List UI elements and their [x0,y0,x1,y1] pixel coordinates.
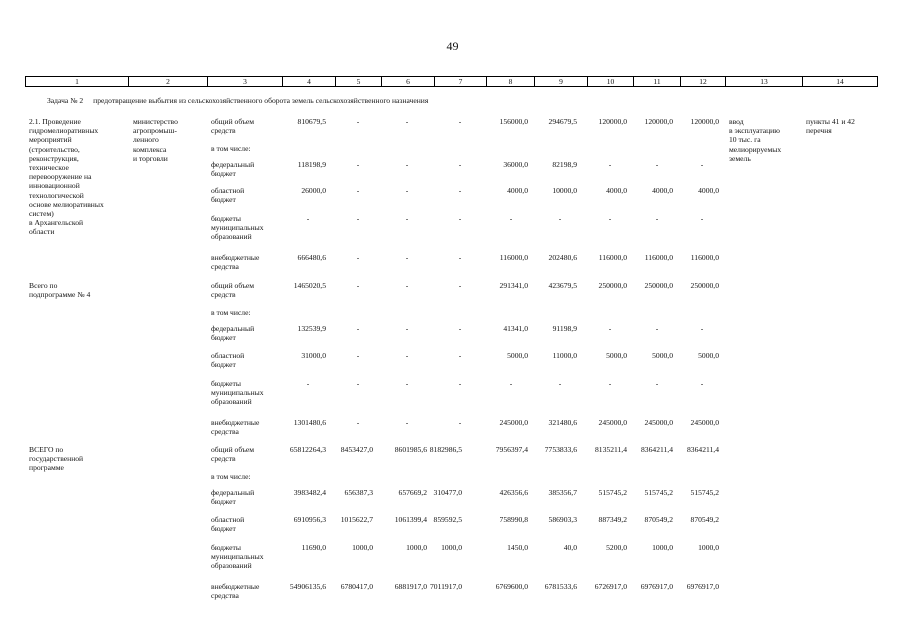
funding-source: в том числе: [211,472,251,481]
value-cell: 515745,2 [690,488,719,497]
column-number-cell: 1 [26,77,129,87]
executor: комплекса [133,144,167,154]
value-cell: 120000,0 [644,117,673,126]
section-name: реконструкция, [29,153,79,163]
value-cell: - [608,324,612,333]
value-cell: 156000,0 [499,117,528,126]
value-cell: - [405,214,409,223]
value-cell: - [458,351,462,360]
value-cell: - [458,281,462,290]
funding-source: бюджеты [211,543,241,552]
value-cell: 36000,0 [503,160,528,169]
funding-source: общий объем [211,117,255,126]
value-cell: 245000,0 [690,418,719,427]
funding-source: средств [211,290,236,300]
value-cell: - [356,214,360,223]
value-cell: 26000,0 [301,186,326,195]
funding-source: бюджет [211,524,236,534]
value-cell: 291341,0 [499,281,528,290]
value-cell: 116000,0 [598,253,627,262]
page-number: 49 [446,39,459,53]
value-cell: 65812264,3 [289,445,326,454]
value-cell: 8453427,0 [340,445,373,454]
value-cell: 870549,2 [644,515,673,524]
value-cell: 1000,0 [352,543,373,552]
value-cell: - [405,379,409,388]
funding-source: муниципальных [211,223,264,233]
value-cell: 6726917,0 [594,582,627,591]
value-cell: - [356,253,360,262]
value-cell: 5200,0 [606,543,627,552]
section-name: технологической [29,190,84,200]
value-cell: 7753833,6 [544,445,577,454]
value-cell: - [356,351,360,360]
section-name: основе мелиоративных [29,199,104,209]
value-cell: - [700,379,704,388]
value-cell: 3983482,4 [293,488,326,497]
value-cell: - [306,214,310,223]
value-cell: 1000,0 [406,543,427,552]
funding-source: областной [211,515,245,524]
funding-source: образований [211,397,252,407]
value-cell: - [458,379,462,388]
funding-source: общий объем [211,445,255,454]
funding-source: внебюджетные [211,582,260,591]
column-number-cell: 13 [726,77,803,87]
value-cell: 5000,0 [507,351,528,360]
section-name: подпрограмме № 4 [29,290,91,300]
value-cell: 8364211,4 [641,445,673,454]
funding-source: средства [211,427,239,437]
reference: перечня [806,126,832,136]
value-cell: - [655,379,659,388]
value-cell: - [356,418,360,427]
indicator: мелиорируемых [729,144,782,154]
value-cell: 250000,0 [598,281,627,290]
value-cell: 4000,0 [698,186,719,195]
task-label: Задача № 2 [47,96,84,105]
executor: агропромыш- [133,126,177,136]
funding-source: бюджет [211,333,236,343]
value-cell: - [458,253,462,262]
column-number-cell: 6 [382,77,435,87]
funding-source: средства [211,262,239,272]
value-cell: - [458,214,462,223]
value-cell: 758990,8 [499,515,528,524]
value-cell: 1000,0 [652,543,673,552]
value-cell: 1000,0 [698,543,719,552]
value-cell: 1061399,4 [394,515,427,524]
value-cell: 887349,2 [598,515,627,524]
indicator: в эксплуатацию [729,126,780,136]
value-cell: 586903,3 [548,515,577,524]
value-cell: - [458,324,462,333]
funding-source: в том числе: [211,308,251,317]
funding-source: бюджет [211,497,236,507]
value-cell: - [700,214,704,223]
value-cell: 657669,2 [398,488,427,497]
value-cell: 120000,0 [690,117,719,126]
value-cell: 10000,0 [552,186,577,195]
value-cell: - [405,324,409,333]
funding-source: общий объем [211,281,255,290]
indicator: земель [729,153,751,163]
indicator: 10 тыс. га [729,135,761,145]
value-cell: 245000,0 [598,418,627,427]
column-number-cell: 9 [535,77,588,87]
value-cell: 116000,0 [644,253,673,262]
section-name: в Архангельской [29,218,84,228]
value-cell: 5000,0 [606,351,627,360]
value-cell: 8601985,6 [394,445,427,454]
value-cell: 40,0 [563,543,577,552]
executor: министерство [133,117,178,126]
funding-source: средства [211,591,239,601]
section-name: (строительство, [29,144,80,154]
column-number-cell: 4 [283,77,336,87]
value-cell: 5000,0 [698,351,719,360]
value-cell: 810679,5 [297,117,326,126]
task-text: предотвращение выбытия из сельскохозяйственного оборота земель сельскохозяйственного назначения [93,96,429,105]
value-cell: 321480,6 [548,418,577,427]
value-cell: - [405,418,409,427]
section-name: программе [29,463,64,473]
value-cell: - [655,214,659,223]
value-cell: 6910956,3 [293,515,326,524]
funding-source: федеральный [211,488,255,497]
column-number-cell: 12 [681,77,726,87]
value-cell: 859592,5 [433,515,462,524]
value-cell: 31000,0 [301,351,326,360]
value-cell: - [458,186,462,195]
value-cell: - [356,324,360,333]
value-cell: 385356,7 [548,488,577,497]
column-number-cell: 11 [634,77,681,87]
value-cell: 4000,0 [606,186,627,195]
value-cell: - [608,214,612,223]
funding-source: федеральный [211,324,255,333]
value-cell: 7956397,4 [495,445,528,454]
value-cell: 11690,0 [301,543,326,552]
section-name: области [29,227,55,237]
value-cell: - [405,160,409,169]
value-cell: 82198,9 [552,160,577,169]
value-cell: 54906135,6 [289,582,326,591]
value-cell: 116000,0 [690,253,719,262]
column-number-cell: 5 [336,77,382,87]
value-cell: - [405,117,409,126]
section-name: систем) [29,209,54,218]
funding-source: бюджеты [211,379,241,388]
funding-source: бюджет [211,360,236,370]
value-cell: - [558,214,562,223]
value-cell: - [356,379,360,388]
value-cell: 6769600,0 [495,582,528,591]
value-cell: - [356,160,360,169]
value-cell: - [509,379,513,388]
value-cell: 6976917,0 [640,582,673,591]
value-cell: 666480,6 [297,253,326,262]
value-cell: 6781533,6 [544,582,577,591]
column-number-cell: 3 [208,77,283,87]
value-cell: - [458,117,462,126]
section-name: мероприятий [29,135,72,145]
value-cell: 41341,0 [503,324,528,333]
value-cell: 91198,9 [552,324,577,333]
value-cell: - [405,186,409,195]
value-cell: 1465020,5 [293,281,326,290]
value-cell: - [356,117,360,126]
value-cell: 120000,0 [598,117,627,126]
value-cell: 515745,2 [644,488,673,497]
value-cell: 426356,6 [499,488,528,497]
funding-source: областной [211,351,245,360]
value-cell: 118198,9 [297,160,326,169]
indicator: ввод [729,117,744,126]
task-heading [47,96,428,105]
value-cell: - [306,379,310,388]
funding-source: внебюджетные [211,253,260,262]
value-cell: - [405,253,409,262]
value-cell: - [608,379,612,388]
value-cell: 11000,0 [552,351,577,360]
section-name: инновационной [29,181,80,191]
value-cell: 4000,0 [507,186,528,195]
value-cell: - [458,160,462,169]
value-cell: 6976917,0 [686,582,719,591]
value-cell: 6881917,0 [394,582,427,591]
funding-source: муниципальных [211,388,264,398]
value-cell: 515745,2 [598,488,627,497]
section-name: гидромелиоративных [29,126,99,136]
value-cell: 8182986,5 [429,445,462,454]
funding-source: бюджет [211,195,236,205]
value-cell: 656387,3 [344,488,373,497]
value-cell: - [405,281,409,290]
executor: и торговли [133,153,168,163]
value-cell: - [405,351,409,360]
value-cell: - [458,418,462,427]
value-cell: 4000,0 [652,186,673,195]
value-cell: 132539,9 [297,324,326,333]
value-cell: 202480,6 [548,253,577,262]
executor: ленного [133,135,159,145]
value-cell: 8135211,4 [595,445,627,454]
column-number-cell: 2 [129,77,208,87]
funding-source: федеральный [211,160,255,169]
value-cell: - [655,160,659,169]
value-cell: 8364211,4 [687,445,719,454]
funding-source: областной [211,186,245,195]
value-cell: - [700,324,704,333]
value-cell: 1000,0 [441,543,462,552]
value-cell: 1301480,6 [293,418,326,427]
value-cell: - [608,160,612,169]
funding-source: бюджет [211,169,236,179]
funding-source: муниципальных [211,552,264,562]
value-cell: 1015622,7 [340,515,373,524]
funding-source: образований [211,232,252,242]
column-number-cell: 7 [435,77,487,87]
funding-source: в том числе: [211,144,251,153]
column-number-cell: 10 [588,77,634,87]
section-name: техническое [29,163,69,172]
value-cell: 310477,0 [433,488,462,497]
column-number-cell: 14 [803,77,878,87]
value-cell: - [356,186,360,195]
value-cell: - [558,379,562,388]
funding-source: образований [211,561,252,571]
section-name: ВСЕГО по [29,445,64,454]
funding-source: бюджеты [211,214,241,223]
value-cell: - [509,214,513,223]
value-cell: 423679,5 [548,281,577,290]
funding-source: средств [211,454,236,464]
value-cell: 116000,0 [499,253,528,262]
value-cell: 6780417,0 [340,582,373,591]
value-cell: 870549,2 [690,515,719,524]
value-cell: 294679,5 [548,117,577,126]
column-number-cell: 8 [487,77,535,87]
reference: пункты 41 и 42 [806,117,855,126]
section-name: перевооружение на [29,172,92,182]
value-cell: 245000,0 [644,418,673,427]
section-name: 2.1. Проведение [29,117,81,126]
value-cell: - [655,324,659,333]
value-cell: - [356,281,360,290]
section-name: Всего по [29,281,58,290]
funding-source: средств [211,126,236,136]
column-number-header [25,76,878,87]
value-cell: 5000,0 [652,351,673,360]
value-cell: 1450,0 [507,543,528,552]
value-cell: 245000,0 [499,418,528,427]
value-cell: 7011917,0 [430,582,462,591]
value-cell: 250000,0 [690,281,719,290]
value-cell: 250000,0 [644,281,673,290]
funding-source: внебюджетные [211,418,260,427]
value-cell: - [700,160,704,169]
section-name: государственной [29,454,84,464]
